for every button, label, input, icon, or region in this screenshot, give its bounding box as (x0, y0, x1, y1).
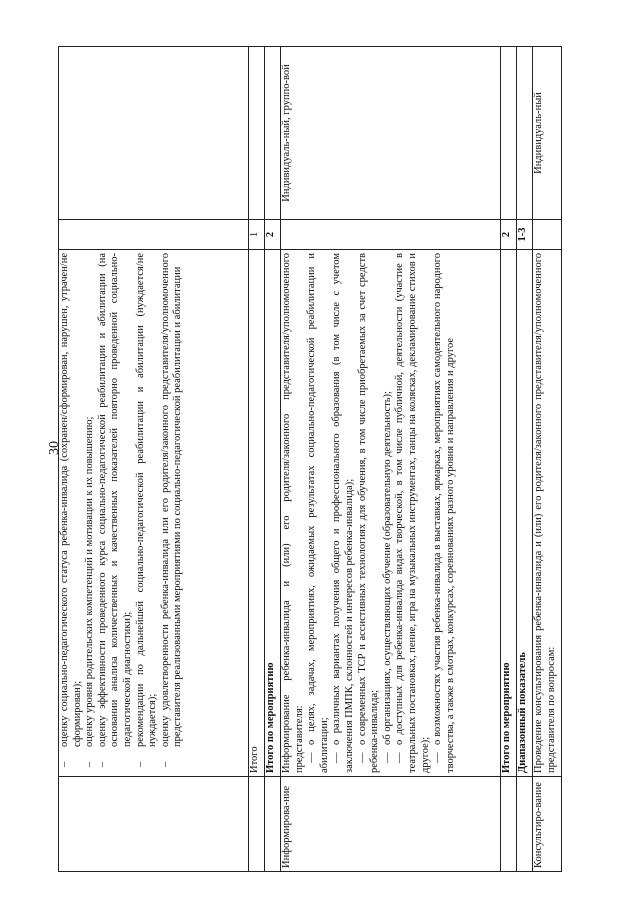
list-item: – рекомендации по дальнейшей социально-педагогической реабилитации и абилитации (нуждается/не нуждается); (135, 253, 160, 747)
consult-name: Консультиро-вание (533, 777, 562, 872)
list-item: —о возможностях участия ребенка-инвалида в выставках, ярмарках, мероприятиях самодеятельного народного творчества, а также в смотрах, конкурсах, соревнованиях разного уровня и направления и другое (432, 253, 456, 773)
empty-cell (249, 47, 265, 220)
consult-text: Проведение консультирования ребенка-инвалида и (или) его родителя/законного представителя/уполномоченного представителя по вопросам: (533, 250, 562, 777)
table-row (265, 47, 281, 872)
list-item: – оценку уровня родительских компетенций и мотивации к их повышению; (84, 253, 97, 747)
list-item: —об организациях, осуществляющих обучение (образовательную деятельность); (381, 391, 393, 763)
list-item: – оценку социально-педагогического статуса ребенка-инвалида (сохранен/сформирован, нарушен, утрачен/не сформирован); (59, 253, 84, 747)
table-row (59, 47, 249, 872)
table-row (501, 47, 517, 872)
assessment-list (59, 253, 185, 773)
itogo-label: Итого (249, 250, 265, 777)
inform-form: Индивидуаль-ный, группо-вой (281, 47, 501, 220)
empty-cell (281, 220, 501, 250)
diap-label: Диапазонный показатель (517, 250, 533, 777)
itogo-po-value: 2 (265, 220, 281, 250)
empty-cell (501, 47, 517, 220)
table-row (517, 47, 533, 872)
empty-cell (249, 777, 265, 872)
empty-cell (59, 47, 249, 220)
empty-cell (59, 777, 249, 872)
list-item: —о современных ТСР и ассистивных технологиях для обучения, в том числе приобретаемых за счет средств ребенка-инвалида; (356, 253, 381, 773)
list-item: —о различных вариантах получения общего и профессионального образования (в том числе с учетом заключения ПМПК, склонностей и интересов ребенка-инвалида); (331, 253, 355, 773)
empty-cell (501, 777, 517, 872)
itogo-po-label: Итого по мероприятию (265, 250, 281, 777)
itogo-po2-label: Итого по мероприятию (501, 250, 517, 777)
inform-list (306, 253, 457, 773)
consult-form: Индивидуаль-ный (533, 47, 562, 220)
diap-value: 1-3 (517, 220, 533, 250)
itogo-po2-value: 2 (501, 220, 517, 250)
empty-cell (533, 220, 562, 250)
list-item: —о целях, задачах, мероприятиях, ожидаемых результатах социально-педагогической реабилитации и абилитации; (306, 253, 330, 773)
empty-cell (265, 777, 281, 872)
empty-cell (59, 220, 249, 250)
page-number: 30 (47, 441, 62, 455)
list-item: – оценку эффективности проведенного курса социально-педагогической реабилитации и абилитации (на основании анализа количественных и качественных показателей повторно проведенной социально-педагогической диагностики); (97, 253, 135, 747)
empty-cell (517, 777, 533, 872)
rehabilitation-table (58, 46, 562, 872)
list-item: – оценку удовлетворенности ребенка-инвалида или его родителя/законного представителя/уполномоченного представителя реализованными мероприятиями по социально-педагогической реабилитации и абилитации (160, 253, 185, 747)
inform-description (281, 250, 501, 777)
rotated-table-wrapper (58, 47, 561, 872)
empty-cell (517, 47, 533, 220)
table-row (281, 47, 501, 872)
inform-name: Информирова-ние (281, 777, 501, 872)
table-row (249, 47, 265, 872)
empty-cell (265, 47, 281, 220)
inform-intro: Информирование ребенка-инвалида и (или) его родителя/законного представителя/уполномоченного представителя: (281, 253, 305, 773)
list-item: —о доступных для ребенка-инвалида видах творческой, в том числе публичной, деятельности (участие в театральных постановках, пение, игра на музыкальных инструментах, танцы на колясках, декламирование стихов и другое); (394, 253, 431, 773)
itogo-value: 1 (249, 220, 265, 250)
assessment-items-cell (59, 250, 249, 777)
table-row (533, 47, 562, 872)
